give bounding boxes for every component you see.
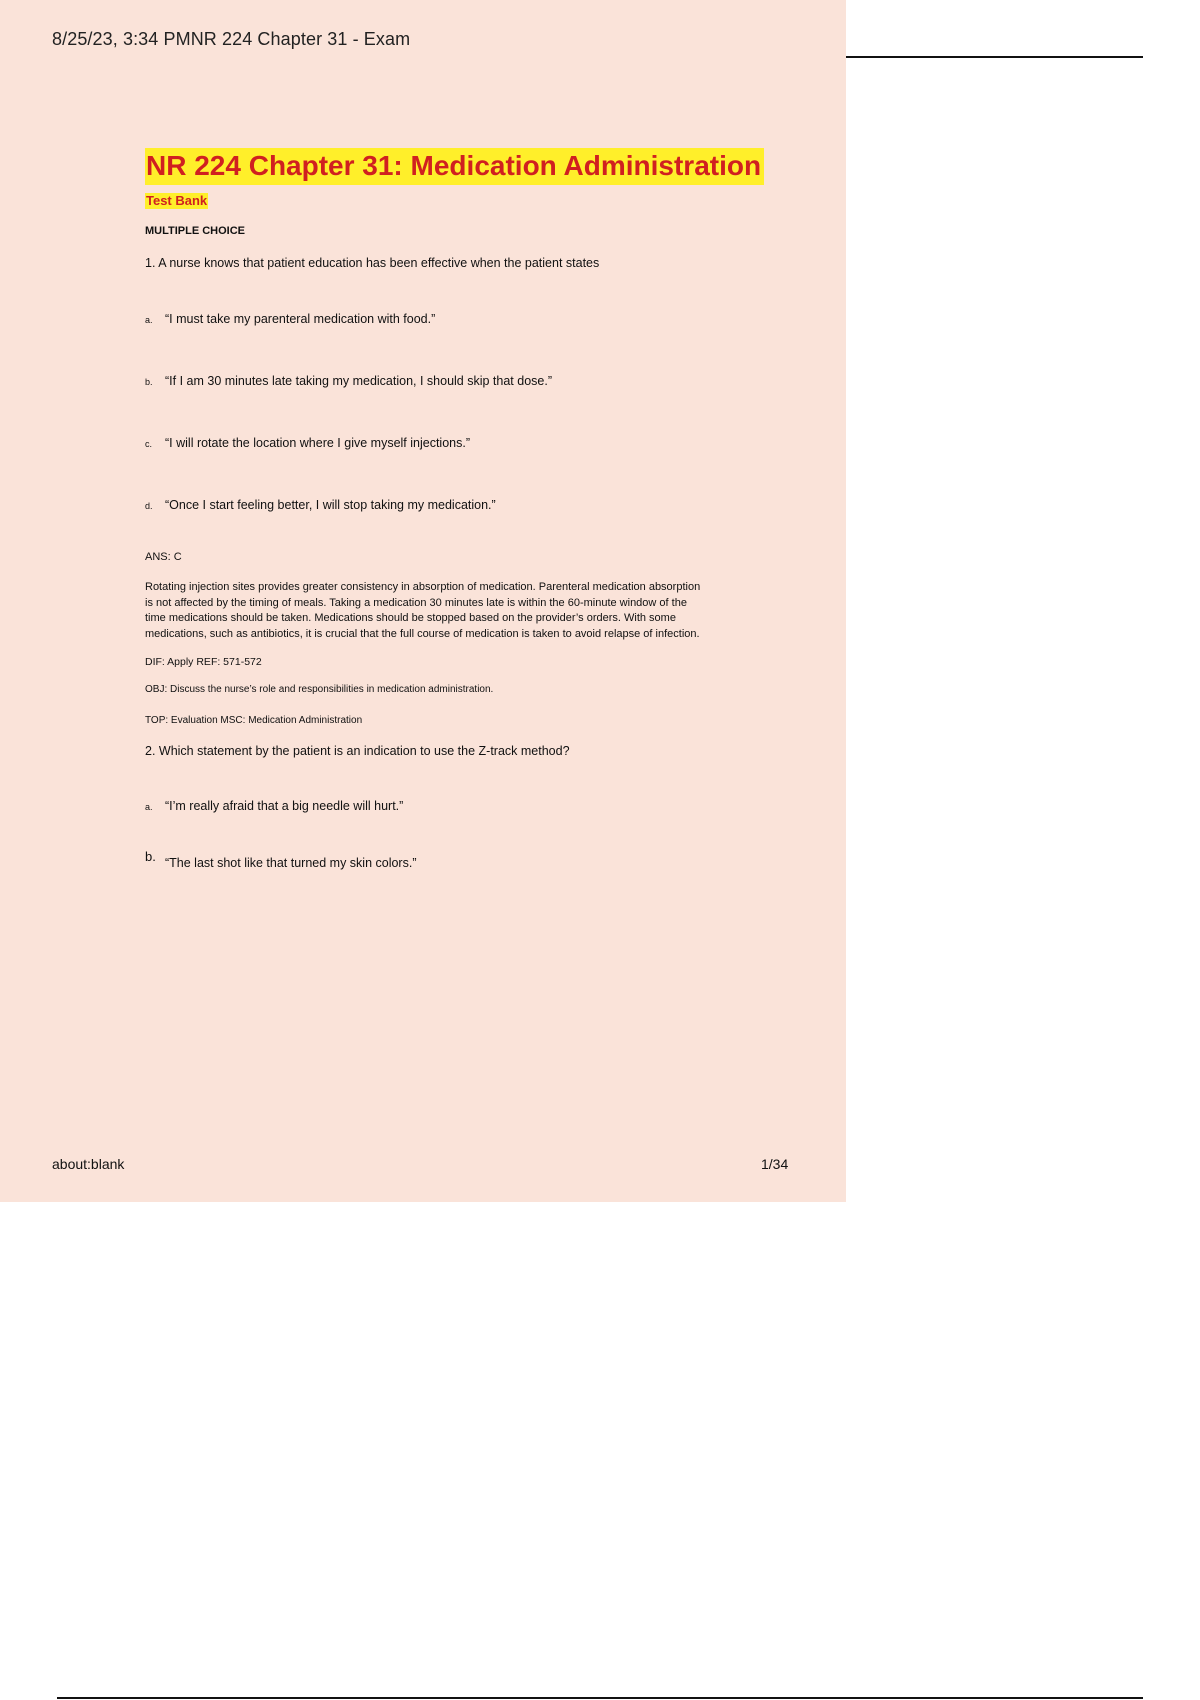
question-1-option-a xyxy=(145,311,705,327)
question-2-stem: 2. Which statement by the patient is an indication to use the Z-track method? xyxy=(145,744,570,758)
question-1-option-d xyxy=(145,497,705,513)
option-text: “I’m really afraid that a big needle will hurt.” xyxy=(165,799,404,813)
question-1-option-c xyxy=(145,435,705,451)
option-letter: b. xyxy=(145,849,156,864)
option-text: “I must take my parenteral medication with food.” xyxy=(165,312,436,326)
question-1-topic: TOP: Evaluation MSC: Medication Administration xyxy=(145,715,363,726)
question-1-dif-ref: DIF: Apply REF: 571-572 xyxy=(145,656,262,668)
option-letter: b. xyxy=(145,377,153,387)
question-1-rationale: Rotating injection sites provides greater consistency in absorption of medication. Parenteral medication absorption is not affected by the timing of meals. Taking a medication 30 minutes late is within the 60-minute window of the time medications should be taken. Medications should be stopped based on the provider’s orders. With some medications, such as antibiotics, it is crucial that the full course of medication is taken to avoid relapse of infection. xyxy=(145,581,701,640)
option-letter: a. xyxy=(145,802,153,812)
document-title: NR 224 Chapter 31: Medication Administration xyxy=(145,148,764,185)
page-panel xyxy=(0,0,846,1202)
option-text: “I will rotate the location where I give myself injections.” xyxy=(165,436,470,450)
question-1-answer: ANS: C xyxy=(145,551,182,563)
header-rule xyxy=(846,56,1143,58)
option-letter: a. xyxy=(145,315,153,325)
footer-url: about:blank xyxy=(52,1156,125,1172)
section-label: MULTIPLE CHOICE xyxy=(145,225,246,237)
document-content xyxy=(145,148,762,871)
bottom-rule xyxy=(57,1697,1143,1699)
option-text: “Once I start feeling better, I will stop taking my medication.” xyxy=(165,498,496,512)
option-text: “If I am 30 minutes late taking my medication, I should skip that dose.” xyxy=(165,374,552,388)
footer-page-number: 1/34 xyxy=(761,1156,789,1172)
question-1-option-b xyxy=(145,373,705,389)
option-letter: d. xyxy=(145,501,153,511)
option-letter: c. xyxy=(145,439,153,449)
question-2-option-b xyxy=(145,849,705,871)
print-header: 8/25/23, 3:34 PMNR 224 Chapter 31 - Exam xyxy=(52,29,411,49)
option-text: “The last shot like that turned my skin colors.” xyxy=(165,856,417,870)
question-1-objective: OBJ: Discuss the nurse’s role and responsibilities in medication administration. xyxy=(145,684,494,695)
question-1-stem: 1. A nurse knows that patient education has been effective when the patient states xyxy=(145,256,600,270)
document-subtitle: Test Bank xyxy=(146,193,208,208)
question-2-option-a xyxy=(145,798,705,814)
